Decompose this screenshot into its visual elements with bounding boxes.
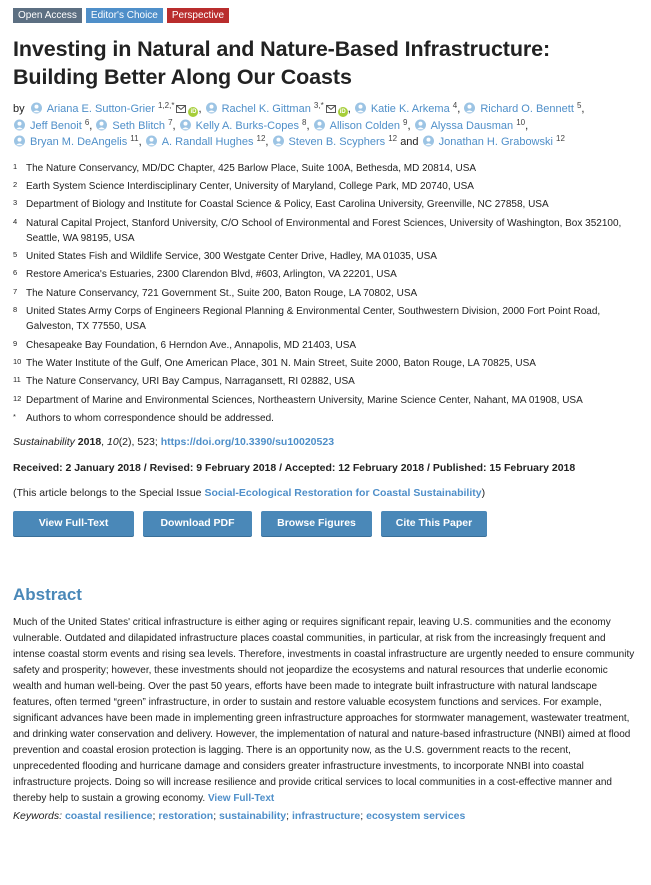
affiliation-number: * [13,412,16,422]
affiliation-item [13,161,637,176]
affiliation-text: Restore America's Estuaries, 2300 Clarendon Blvd, #603, Arlington, VA 22201, USA [26,269,397,281]
user-icon [13,119,26,131]
author-sup: 1,2,* [157,101,175,110]
author-link[interactable]: Allison Colden [329,119,400,132]
keyword-link[interactable]: restoration [158,810,214,823]
keyword-link[interactable]: sustainability [219,810,287,823]
user-icon [95,119,108,131]
affiliation-item [13,197,637,212]
view-full-text-button[interactable]: View Full-Text [13,511,134,536]
affiliation-number: 4 [13,216,18,226]
special-issue-suffix: ) [481,487,486,500]
affiliation-list [13,161,637,427]
affiliation-text: Earth System Science Interdisciplinary Center, University of Maryland, College Park, MD 20740, USA [26,180,474,192]
author-item: Allison Colden $^9$, [313,120,411,132]
affiliation-text: The Nature Conservancy, URI Bay Campus, Narragansett, RI 02882, USA [26,376,355,388]
by-label: by [13,103,25,115]
author-item [272,136,419,148]
abstract-text: Much of the United States' critical infrastructure is either aging or requires significant repair, leaving U.S. communities and the economy vulnerable. Outdated and dilapidated infrastructure places coastal communities, in particular, at risk from the increasingly frequent and intense coastal storm events and rising sea levels. Therefore, investments in coastal infrastructure are urgently needed to ensure community safety and prosperity; however, these investments should not jeopardize the ecosystems and natural resources that underlie economic wealth and human well-being. Over the past 50 years, efforts have been made to integrate built infrastructure with natural landscape features, often termed “green” infrastructure, in order to sustain and restore valuable ecosystem functions and services. For example, significant advances have been made in implementing green infrastructure approaches for stormwater management, wastewater treatment, and drinking water conservation and delivery. However, the implementation of natural and nature-based infrastructure (NNBI) aimed at flood prevention and coastal erosion protection is lagging. There is an opportunity now, as the U.S. government reacts to the recent, unprecedented flooding and hurricane damage and considers greater infrastructure investments, to incorporate NNBI into coastal infrastructure projects. Doing so will increase resilience and provide critical services to local communities in a cost-effective manner and thereby help to sustain a growing economy. [13,617,635,805]
keyword-link[interactable]: ecosystem services [366,810,466,823]
author-sup: 4 [452,101,458,110]
editors-choice-badge: Editor's Choice [86,8,163,23]
author-item: Bryan M. DeAngelis $^{11}$, [13,136,142,148]
author-item: Jeff Benoit $^6$, [13,120,92,132]
author-link[interactable]: Richard O. Bennett [480,103,574,115]
author-sup: 3,* [313,101,324,110]
affiliation-text: Natural Capital Project, Stanford University, C/O School of Environmental and Forest Sciences, University of Washington, Box 352100, Seattle, WA 98195, USA [26,217,622,244]
affiliation-text: The Water Institute of the Gulf, One American Place, 301 N. Main Street, Suite 2000, Baton Rouge, LA 70825, USA [26,358,536,370]
affiliation-text: The Nature Conservancy, MD/DC Chapter, 425 Barlow Place, Suite 100A, Bethesda, MD 20814, USA [26,162,477,174]
affiliation-number: 7 [13,286,18,296]
badge-row [13,8,637,23]
author-item: Alyssa Dausman $^{10}$, [414,120,529,132]
affiliation-number: 8 [13,305,18,315]
user-icon [354,102,367,114]
author-item [422,136,565,148]
author-link[interactable]: Jonathan H. Grabowski [438,136,553,148]
affiliation-number: 10 [13,357,22,367]
and-label: and [400,136,419,148]
author-item: Ariana E. Sutton-Grier $^{1,2,*}$iD , [30,103,202,115]
author-sup: 10 [516,117,526,127]
user-icon [13,135,26,147]
abstract-view-full-text-link[interactable]: View Full-Text [207,793,275,805]
author-link[interactable]: Bryan M. DeAngelis [30,136,128,148]
abstract-heading: Abstract [13,585,82,605]
user-icon [179,119,192,131]
keywords: Keywords: coastal resilience; restoration; sustainability; infrastructure; ecosystem services [13,810,466,823]
author-sup: 12 [556,134,565,143]
author-item: Seth Blitch $^7$, [95,120,175,132]
author-link[interactable]: Rachel K. Gittman [221,103,311,115]
mail-icon[interactable] [326,105,336,113]
journal-citation: Sustainability 2018, 10(2), 523; https://doi.org/10.3390/su10020523 [13,436,335,449]
user-icon [313,119,326,131]
author-item: A. Randall Hughes $^{12}$, [145,136,269,148]
journal-name: Sustainability [13,436,75,449]
affiliation-item [13,356,637,371]
affiliation-number: 2 [13,179,18,189]
author-sup: 12 [388,134,398,143]
affiliation-number: 3 [13,198,18,208]
author-link[interactable]: Steven B. Scyphers [288,136,386,148]
author-item: Richard O. Bennett $^5$, [463,103,584,115]
article-header [13,8,637,824]
author-sup: 12 [256,134,266,143]
author-sup: 7 [168,117,173,127]
keywords-label: Keywords: [13,810,63,823]
author-link[interactable]: Seth Blitch [112,119,166,132]
author-link[interactable]: Jeff Benoit [30,119,82,132]
affiliation-number: 5 [13,250,18,260]
author-sup: 6 [84,117,90,127]
doi-link[interactable]: https://doi.org/10.3390/su10020523 [160,436,335,449]
affiliation-item [13,338,637,353]
author-link[interactable]: A. Randall Hughes [161,136,254,148]
orcid-icon[interactable]: iD [339,109,346,115]
author-link[interactable]: Alyssa Dausman [430,119,514,132]
author-sup: 9 [403,117,408,127]
affiliation-item [13,216,637,246]
journal-year: 2018 [77,436,102,449]
affiliation-item [13,374,637,389]
download-pdf-button[interactable]: Download PDF [143,511,252,536]
user-icon [463,102,476,114]
affiliation-item [13,304,637,334]
keyword-link[interactable]: infrastructure [292,810,361,823]
affiliation-item [13,249,637,264]
special-issue-note [13,486,637,501]
author-item: Katie K. Arkema $^4$, [354,103,460,115]
affiliation-number: 1 [13,161,18,171]
affiliation-number: 9 [13,338,18,348]
affiliation-text: The Nature Conservancy, 721 Government St., Suite 200, Baton Rouge, LA 70802, USA [26,287,418,299]
author-link[interactable]: Kelly A. Burks-Copes [195,119,299,132]
article-title: Investing in Natural and Nature-Based Infrastructure: Building Better Along Our Coasts [13,37,551,89]
affiliation-number: 6 [13,268,18,278]
author-item: Kelly A. Burks-Copes $^8$, [179,120,310,132]
user-icon [205,102,218,114]
author-sup: 5 [576,101,582,110]
action-buttons [13,511,637,536]
journal-volume: 10 [107,436,119,449]
author-link[interactable]: Ariana E. Sutton-Grier [46,103,155,115]
affiliation-text: Authors to whom correspondence should be addressed. [26,413,274,425]
affiliation-text: United States Army Corps of Engineers Regional Planning & Environmental Center, Southwestern Division, 2000 Fort Point Road, Galveston, TX 77550, USA [26,306,601,333]
orcid-icon[interactable]: iD [190,109,197,115]
affiliation-item [13,179,637,194]
keyword-link[interactable]: coastal resilience [64,810,153,823]
affiliation-item [13,286,637,301]
affiliation-number: 11 [13,375,21,385]
author-sup: 8 [302,117,307,127]
journal-issue-pages: (2), 523; [118,436,158,449]
user-icon [145,135,158,147]
open-access-badge: Open Access [13,8,82,23]
publication-dates: Received: 2 January 2018 / Revised: 9 February 2018 / Accepted: 12 February 2018 / Published: 15 February 2018 [13,462,576,475]
affiliation-text: United States Fish and Wildlife Service, 300 Westgate Center Drive, Hadley, MA 01035, USA [26,251,437,263]
affiliation-text: Department of Biology and Institute for Coastal Science & Policy, East Carolina University, Greenville, NC 27858, USA [26,199,549,211]
affiliation-item [13,411,637,426]
author-sup: 11 [130,134,139,143]
author-link[interactable]: Katie K. Arkema [370,103,450,115]
affiliation-number: 12 [13,393,22,403]
abstract-body [13,615,637,807]
affiliation-text: Department of Marine and Environmental Sciences, Northeastern University, Marine Science Center, Nahant, MA 01908, USA [26,394,583,406]
user-icon [272,135,285,147]
special-issue-link[interactable]: Social-Ecological Restoration for Coastal Sustainability [204,487,482,500]
browse-figures-button[interactable]: Browse Figures [261,511,372,536]
special-issue-prefix: (This article belongs to the Special Issue [13,487,202,500]
user-icon [414,119,427,131]
affiliation-text: Chesapeake Bay Foundation, 6 Herndon Ave., Annapolis, MD 21403, USA [26,339,357,351]
mail-icon[interactable] [176,105,186,113]
affiliation-item [13,267,637,282]
cite-paper-button[interactable]: Cite This Paper [381,511,487,536]
perspective-badge: Perspective [167,8,229,23]
author-item: Rachel K. Gittman $^{3,*}$iD , [205,103,351,115]
author-list [13,101,637,151]
affiliation-item [13,393,637,408]
user-icon [30,102,43,114]
user-icon [422,135,435,147]
